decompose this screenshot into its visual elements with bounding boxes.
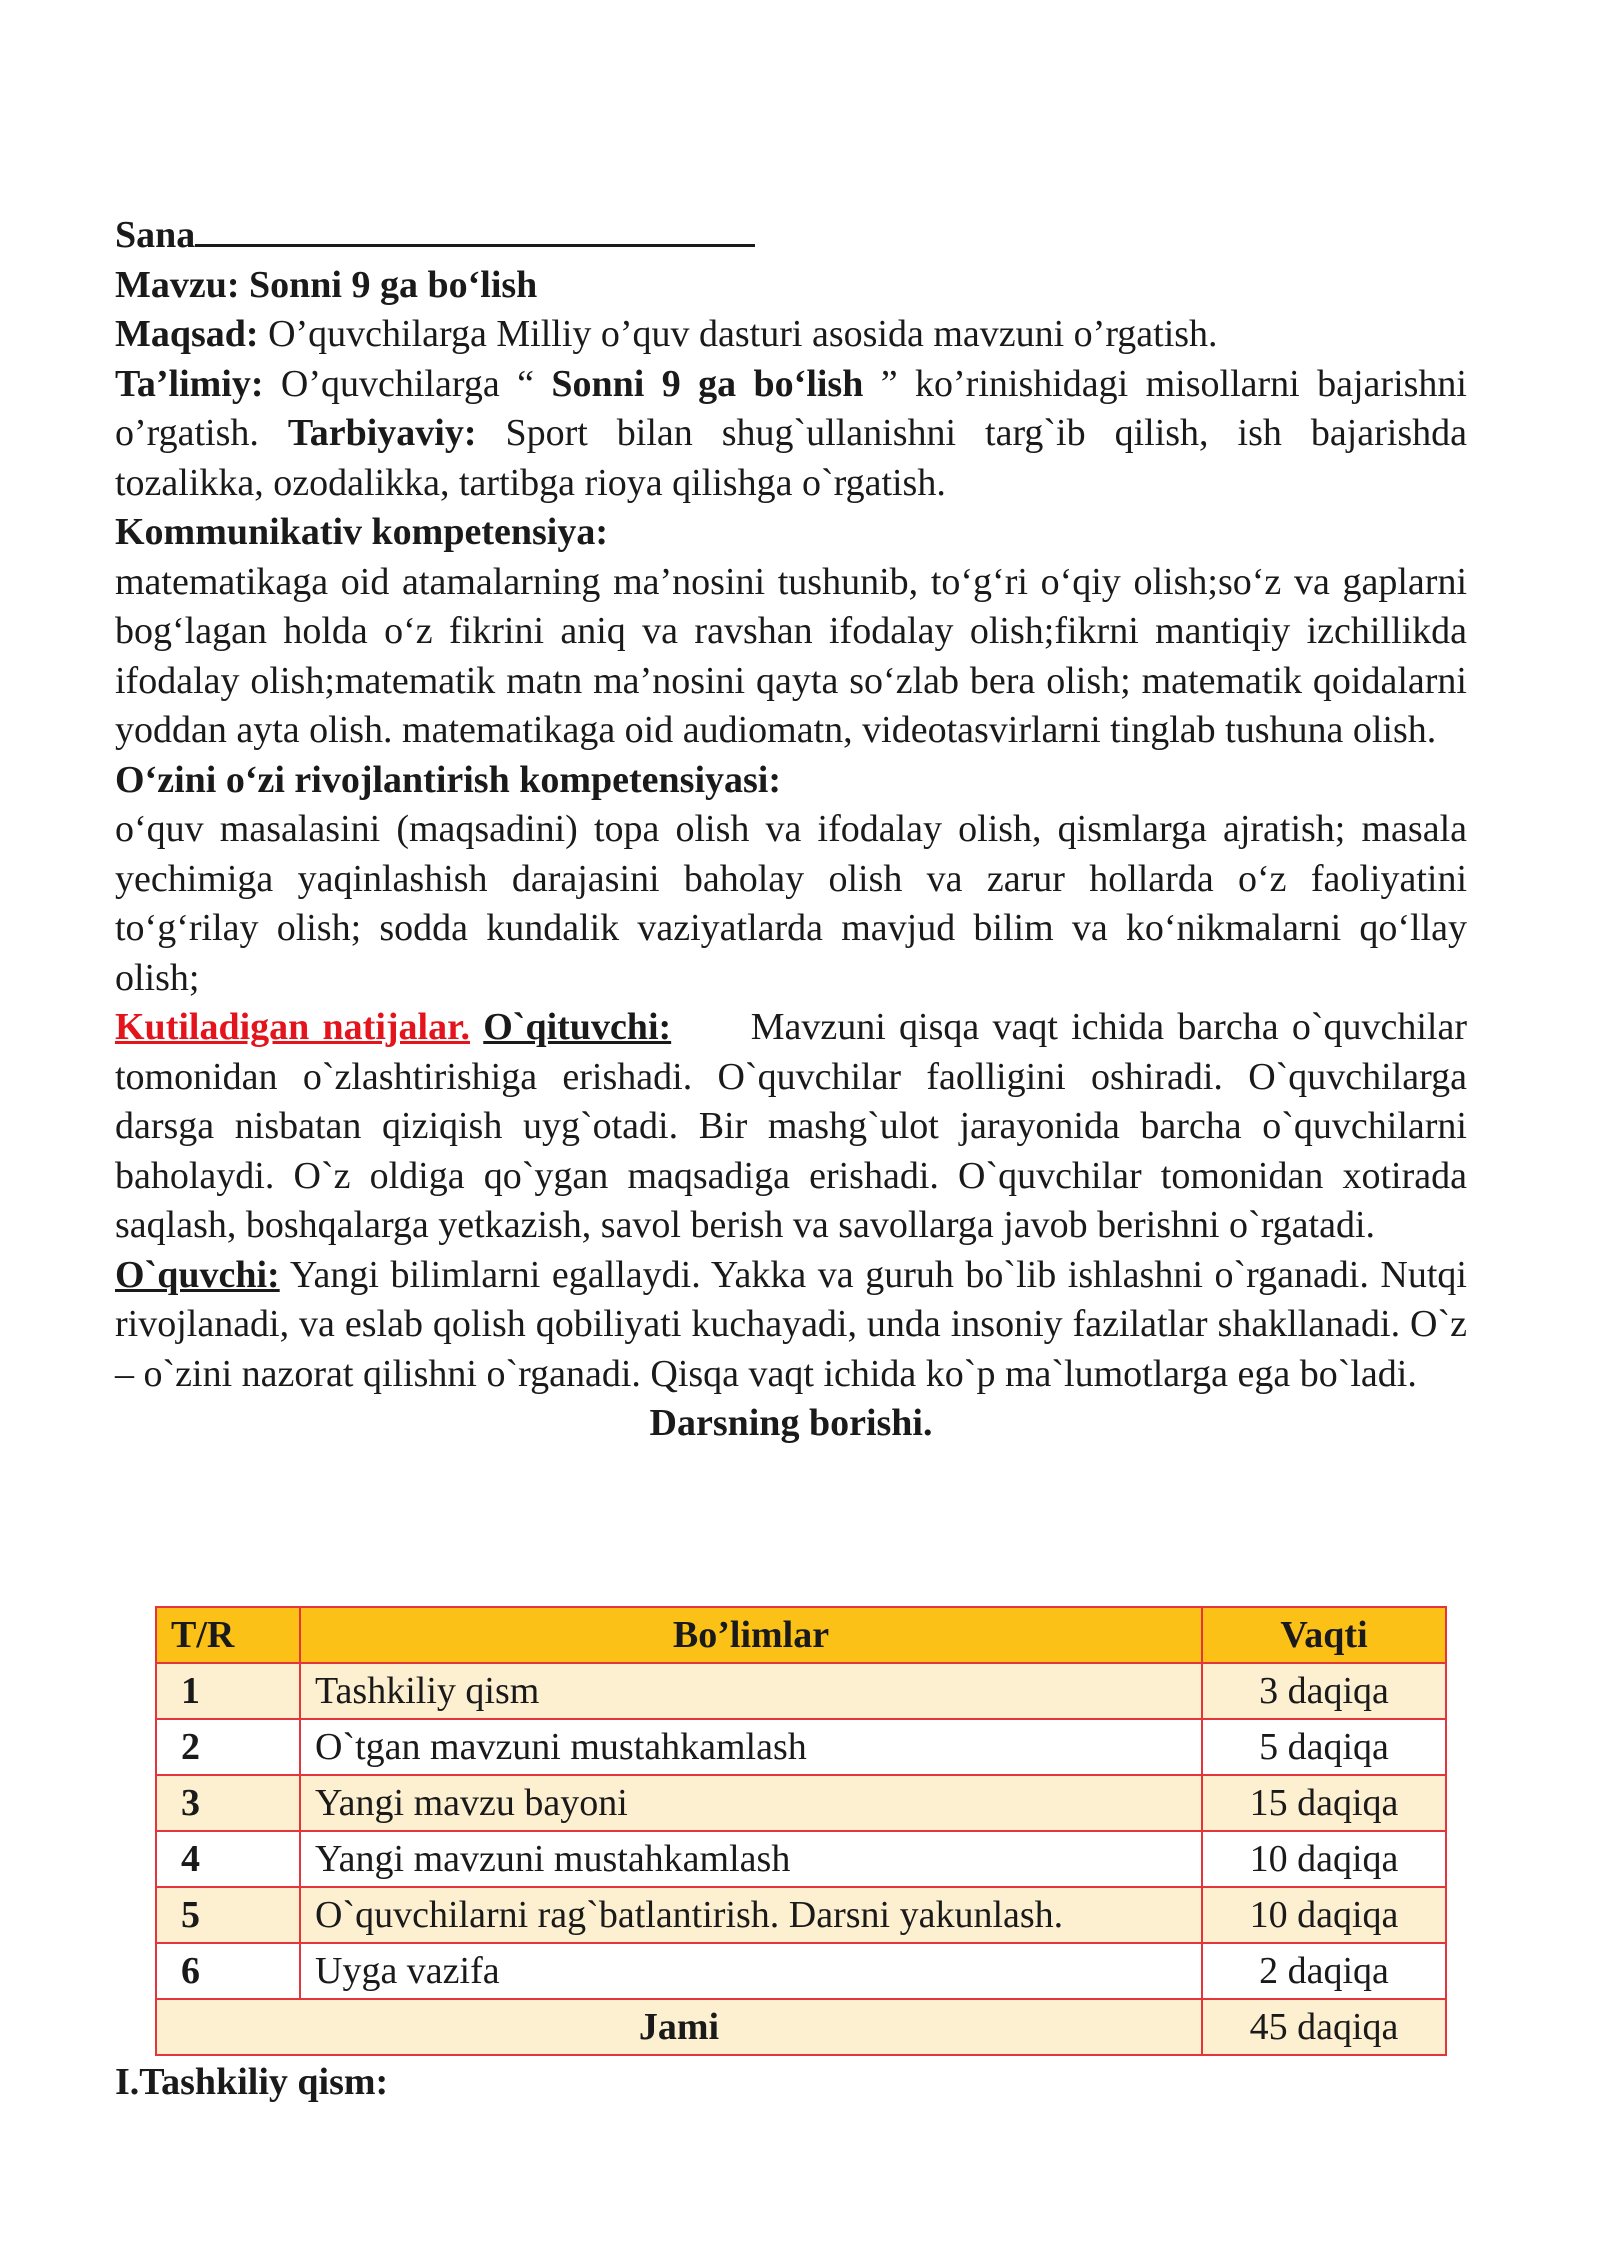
ozini-text: o‘quv masalasini (maqsadini) topa olish va ifodalay olish, qismlarga ajratish; masala yechimiga yaqinlashish darajasini baholay olish va zarur hollarda o‘z faoliyatini to‘g‘rilay olish; sodda kundalik vaziyatlarda mavjud bilim va ko‘nikmalarni qo‘llay olish;	[115, 808, 1467, 999]
row-number: 6	[156, 1943, 300, 1999]
total-value: 45 daqiqa	[1202, 1999, 1446, 2055]
section-heading: I.Tashkiliy qism:	[115, 2061, 389, 2103]
table-row	[156, 1663, 1446, 1719]
table-row	[156, 1887, 1446, 1943]
talimiy-pre: O’quvchilarga “	[263, 362, 552, 405]
ozini-heading-text: O‘zini o‘zi rivojlantirish kompetensiyasi:	[115, 758, 782, 801]
natijalar-label: Kutiladigan natijalar.	[115, 1006, 470, 1048]
table-row	[156, 1719, 1446, 1775]
row-number: 5	[156, 1887, 300, 1943]
row-time: 15 daqiqa	[1202, 1775, 1446, 1831]
maqsad-text: O’quvchilarga Milliy o’quv dasturi asosida mavzuni o’rgatish.	[258, 313, 1218, 355]
darsning-borishi-text: Darsning borishi.	[649, 1402, 933, 1444]
row-time: 10 daqiqa	[1202, 1831, 1446, 1887]
row-section: Yangi mavzuni mustahkamlash	[300, 1831, 1202, 1887]
mavzu-text: Mavzu: Sonni 9 ga bo‘lish	[115, 263, 538, 306]
mavzu	[115, 261, 1467, 311]
table-row	[156, 1831, 1446, 1887]
talimiy-label: Ta’limiy:	[115, 362, 264, 405]
row-section: O`quvchilarni rag`batlantirish. Darsni yakunlash.	[300, 1887, 1202, 1943]
header-bolimlar: Bo’limlar	[300, 1607, 1202, 1663]
talimiy-post: ” ko’rinishidagi misollarni bajarishni o’rgatish.	[115, 362, 1467, 454]
row-number: 1	[156, 1663, 300, 1719]
tarbiyaviy-text: Sport bilan shug`ullanishni targ`ib qilish, ish bajarishda tozalikka, ozodalikka, tartibga rioya qilishga o`rgatish.	[115, 412, 1467, 504]
row-number: 4	[156, 1831, 300, 1887]
row-time: 2 daqiqa	[1202, 1943, 1446, 1999]
table-header-row	[156, 1607, 1446, 1663]
oquvchi-text: Yangi bilimlarni egallaydi. Yakka va guruh bo`lib ishlashni o`rganadi. Nutqi rivojlanadi, va eslab qolish qobiliyati kuchayadi, unda insoniy fazilatlar shakllanadi. O`z – o`zini nazorat qilishni o`rganadi. Qisqa vaqt ichida ko`p ma`lumotlarga ega bo`ladi.	[115, 1253, 1467, 1395]
row-time: 3 daqiqa	[1202, 1663, 1446, 1719]
kommunikativ-heading-text: Kommunikativ kompetensiya:	[115, 511, 608, 553]
talimiy-topic: Sonni 9 ga bo‘lish	[551, 362, 864, 405]
header-tr: T/R	[156, 1607, 300, 1663]
oquvchi-paragraph	[115, 1251, 1467, 1400]
row-time: 5 daqiqa	[1202, 1719, 1446, 1775]
table-total-row	[156, 1999, 1446, 2055]
oqituvchi-label: O`qituvchi:	[483, 1006, 672, 1048]
header-vaqti: Vaqti	[1202, 1607, 1446, 1663]
row-number: 2	[156, 1719, 300, 1775]
lesson-plan-table	[155, 1606, 1447, 2056]
sana-line	[115, 208, 1467, 261]
document-body	[115, 208, 1477, 1449]
kommunikativ-heading	[115, 508, 1467, 558]
table-row	[156, 1775, 1446, 1831]
kommunikativ-text: matematikaga oid atamalarning ma’nosini tushunib, to‘g‘ri o‘qiy olish;so‘z va gaplarni bog‘lagan holda o‘z fikrini aniq va ravshan ifodalay olish;fikrni mantiqiy izchillikda ifodalay olish;matematik matn ma’nosini qayta so‘zlab bera olish; matematik qoidalarni yoddan ayta olish. matematikaga oid audiomatn, videotasvirlarni tinglab tushuna olish.	[115, 560, 1467, 751]
row-time: 10 daqiqa	[1202, 1887, 1446, 1943]
row-section: Uyga vazifa	[300, 1943, 1202, 1999]
darsning-borishi-heading	[115, 1399, 1467, 1449]
tarbiyaviy-label: Tarbiyaviy:	[287, 412, 477, 454]
oqituvchi-text: Mavzuni qisqa vaqt ichida barcha o`quvchilar tomonidan o`zlashtirishiga erishadi. O`quvchilar faolligini oshiradi. O`quvchilarga darsga nisbatan qiziqish uyg`otadi. Bir mashg`ulot jarayonida barcha o`quvchilarni baholaydi. O`z oldiga qo`ygan maqsadiga erishadi. O`quvchilar tomonidan xotirada saqlash, boshqalarga yetkazish, savol berish va savollarga javob berishni o`rgatadi.	[115, 1006, 1477, 1246]
natijalar-paragraph	[115, 1003, 1477, 1251]
oquvchi-label: O`quvchi:	[115, 1253, 280, 1296]
sana-blank	[195, 208, 755, 247]
row-section: Yangi mavzu bayoni	[300, 1775, 1202, 1831]
total-label: Jami	[156, 1999, 1202, 2055]
maqsad-label: Maqsad:	[115, 313, 259, 355]
ozini-heading	[115, 756, 1467, 806]
table-row	[156, 1943, 1446, 1999]
sana-label: Sana	[115, 214, 196, 256]
row-section: Tashkiliy qism	[300, 1663, 1202, 1719]
maqsad-paragraph	[115, 310, 1467, 360]
row-number: 3	[156, 1775, 300, 1831]
talimiy-paragraph	[115, 360, 1467, 509]
row-section: O`tgan mavzuni mustahkamlash	[300, 1719, 1202, 1775]
